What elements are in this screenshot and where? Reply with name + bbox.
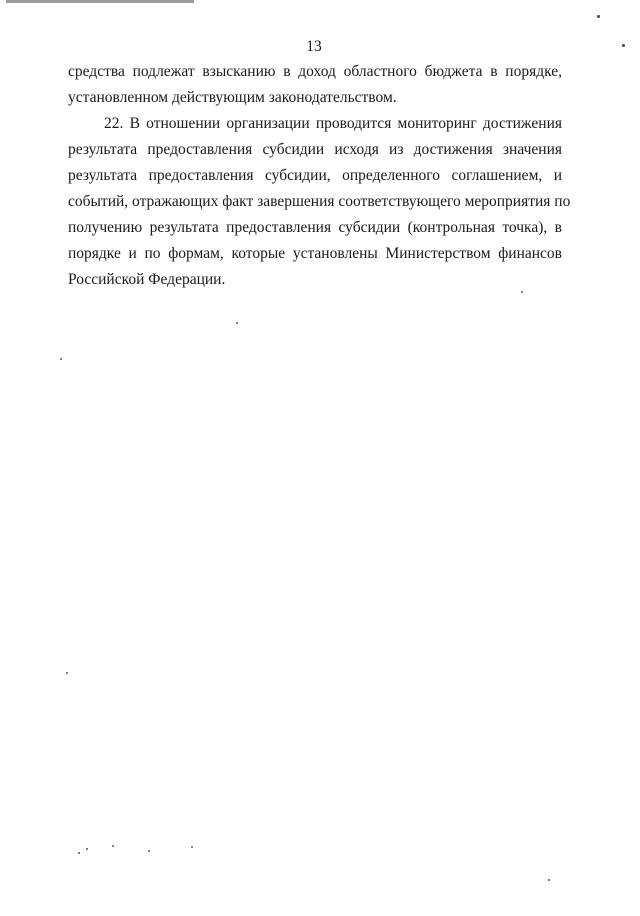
scan-speck (66, 672, 68, 674)
text-line: результата предоставления субсидии, определенного соглашением, и (68, 167, 562, 184)
scan-speck (597, 15, 600, 18)
scan-speck (548, 879, 550, 881)
scan-speck (521, 291, 523, 293)
scan-speck (86, 848, 88, 850)
text-line: Российской Федерации. (68, 271, 226, 288)
paragraph-22 (68, 111, 571, 293)
scan-speck (191, 846, 193, 848)
text-line: средства подлежат взысканию в доход областного бюджета в порядке, (68, 63, 562, 80)
text-line: установленном действующим законодательством. (68, 89, 397, 106)
text-line: 22. В отношении организации проводится мониторинг достижения (104, 115, 562, 132)
scan-speck (622, 44, 625, 47)
page-number: 13 (306, 38, 322, 55)
scan-speck (78, 852, 80, 854)
scan-speck (60, 358, 62, 360)
text-line: результата предоставления субсидии исходя из достижения значения (68, 141, 562, 158)
text-line: порядке и по формам, которые установлены Министерством финансов (68, 245, 562, 262)
scan-speck (112, 845, 114, 847)
text-line: получению результата предоставления субсидии (контрольная точка), в (68, 219, 562, 236)
scan-edge-rule (6, 0, 194, 3)
scan-speck (148, 850, 150, 852)
scan-speck (236, 322, 238, 324)
text-line: событий, отражающих факт завершения соответствующего мероприятия по (68, 193, 571, 210)
continuation-text (68, 59, 562, 111)
